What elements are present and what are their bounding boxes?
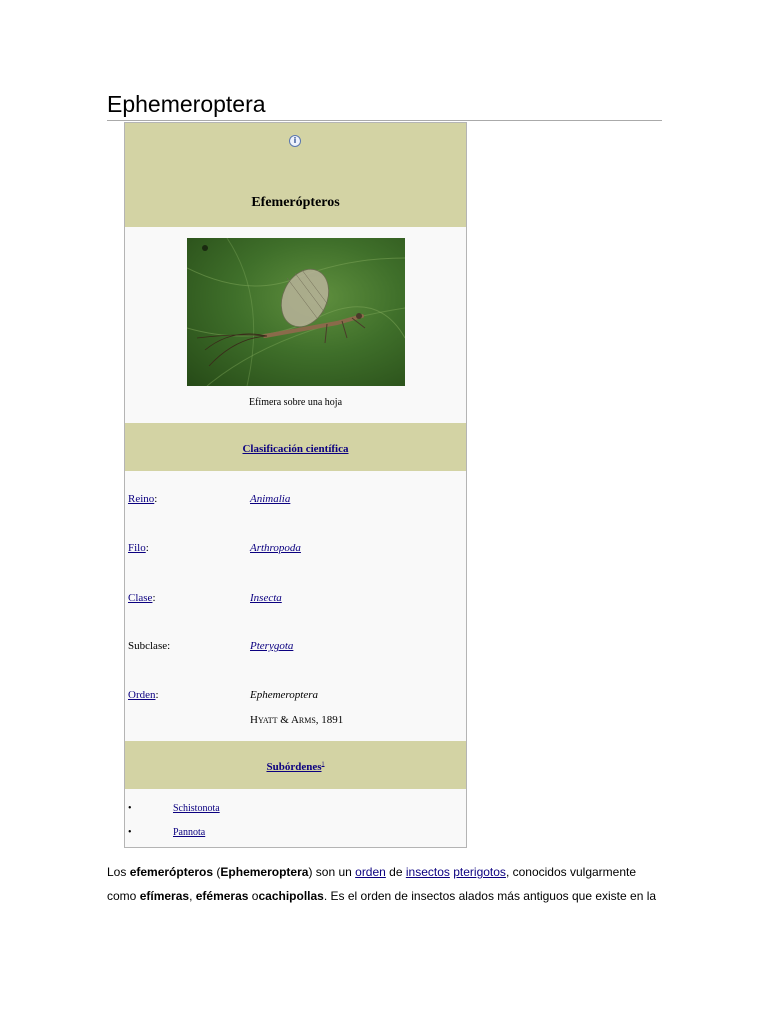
taxobox-title: Efemerópteros — [251, 195, 340, 210]
rank-value-link[interactable]: Arthropoda — [250, 542, 301, 554]
taxon-authority: Hyatt & Arms, 1891 — [250, 714, 344, 726]
rank-value-link[interactable]: Insecta — [250, 592, 282, 604]
text-run: , — [189, 889, 196, 903]
suborders-band — [125, 741, 466, 789]
rank-value: Ephemeroptera — [250, 689, 319, 701]
rank-label-link[interactable]: Filo — [128, 542, 146, 554]
bold-term: efémeras — [195, 889, 249, 903]
bullet-icon: • — [128, 827, 132, 838]
bold-term: efímeras — [139, 889, 190, 903]
rank-label-link[interactable]: Reino — [128, 493, 155, 505]
rank-value-link[interactable]: Pterygota — [250, 640, 294, 652]
rank-label-link[interactable]: Clase — [128, 592, 153, 604]
text-run: de — [385, 865, 406, 879]
bold-term: cachipollas — [258, 889, 324, 903]
text-run: Los — [107, 865, 130, 879]
mayfly-illustration — [187, 238, 405, 386]
link-orden[interactable]: orden — [355, 865, 386, 879]
mayfly-photo[interactable] — [187, 238, 405, 386]
taxobox-header — [125, 123, 466, 227]
rank-value-link[interactable]: Animalia — [250, 493, 291, 505]
photo-caption: Efímera sobre una hoja — [248, 397, 343, 408]
intro-paragraph — [107, 860, 667, 908]
classification-link[interactable]: Clasificación científica — [242, 443, 349, 455]
rank-label-link[interactable]: Orden — [128, 689, 156, 701]
suborders-link[interactable]: Subórdenes — [266, 761, 322, 773]
bold-term: efemerópteros — [129, 865, 214, 879]
text-run: ( — [213, 865, 221, 879]
text-run: ) son un — [308, 865, 356, 879]
text-run: o — [248, 889, 259, 903]
text-run: , conocidos vulgarmente como — [107, 865, 637, 903]
classification-band — [125, 423, 466, 471]
info-icon[interactable]: i — [289, 135, 301, 147]
bold-term: Ephemeroptera — [220, 865, 309, 879]
taxobox: i Efemerópteros Efímera sobre una hoja Clasificación científica Reino: Animalia Filo: Arthropoda Clase: Insecta Subclase: Pterygota Orden: Ephemeroptera Hyatt & Arms, 1891 Subórdenes$^1$ • Schistonota • Pannota — [124, 122, 467, 848]
rank-label: Subclase — [128, 640, 168, 652]
suborder-link[interactable]: Pannota — [173, 827, 206, 838]
page-title: Ephemeroptera — [107, 90, 662, 121]
link-insectos[interactable]: insectos — [405, 865, 450, 879]
bullet-icon: • — [128, 803, 132, 814]
text-run: . Es el orden de insectos alados más antiguos que existe en la — [323, 889, 657, 903]
reference-marker[interactable]: 1 — [321, 761, 325, 768]
suborder-link[interactable]: Schistonota — [173, 803, 220, 814]
link-pterigotos[interactable]: pterigotos — [453, 865, 506, 879]
